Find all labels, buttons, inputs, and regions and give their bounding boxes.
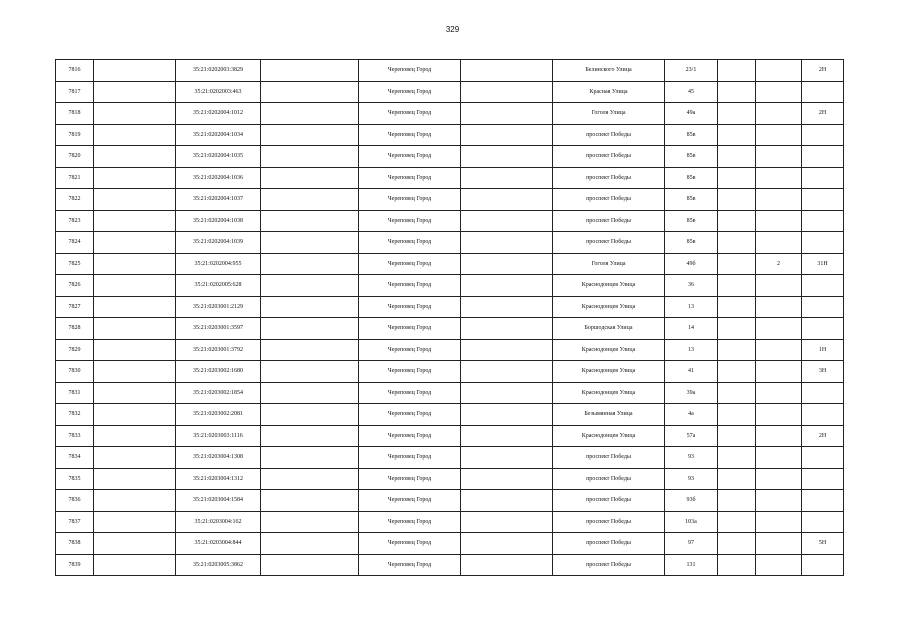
house-number-cell: 14 xyxy=(665,318,718,340)
street-cell: проспект Победы xyxy=(553,490,665,512)
floor-cell xyxy=(756,146,802,168)
floor-cell xyxy=(756,60,802,82)
house-number-cell: 131 xyxy=(665,554,718,576)
street-cell: проспект Победы xyxy=(553,189,665,211)
street-cell: проспект Победы xyxy=(553,447,665,469)
floor-cell xyxy=(756,511,802,533)
floor-cell xyxy=(756,167,802,189)
extra-cell xyxy=(718,339,756,361)
extra-cell xyxy=(718,167,756,189)
empty-cell xyxy=(94,124,176,146)
cadastral-number-cell: 35:21:0202003:3829 xyxy=(176,60,261,82)
city-cell: Череповец Город xyxy=(359,210,461,232)
floor-cell xyxy=(756,361,802,383)
premises-cell: 31Н xyxy=(802,253,844,275)
extra-cell xyxy=(718,146,756,168)
empty-cell xyxy=(461,490,553,512)
premises-cell: 3Н xyxy=(802,361,844,383)
record-number-cell: 7817 xyxy=(56,81,94,103)
empty-cell xyxy=(261,425,359,447)
empty-cell xyxy=(461,210,553,232)
house-number-cell: 85в xyxy=(665,167,718,189)
empty-cell xyxy=(261,167,359,189)
empty-cell xyxy=(261,490,359,512)
house-number-cell: 85в xyxy=(665,124,718,146)
empty-cell xyxy=(261,103,359,125)
street-cell: проспект Победы xyxy=(553,124,665,146)
record-number-cell: 7816 xyxy=(56,60,94,82)
city-cell: Череповец Город xyxy=(359,296,461,318)
empty-cell xyxy=(94,60,176,82)
floor-cell xyxy=(756,210,802,232)
extra-cell xyxy=(718,124,756,146)
empty-cell xyxy=(261,124,359,146)
extra-cell xyxy=(718,511,756,533)
cadastral-number-cell: 35:21:0203004:844 xyxy=(176,533,261,555)
empty-cell xyxy=(461,447,553,469)
empty-cell xyxy=(461,339,553,361)
premises-cell xyxy=(802,296,844,318)
empty-cell xyxy=(94,447,176,469)
empty-cell xyxy=(261,382,359,404)
record-number-cell: 7819 xyxy=(56,124,94,146)
empty-cell xyxy=(261,404,359,426)
empty-cell xyxy=(94,146,176,168)
floor-cell xyxy=(756,490,802,512)
city-cell: Череповец Город xyxy=(359,318,461,340)
table-row xyxy=(56,103,844,125)
cadastral-number-cell: 35:21:0202004:1012 xyxy=(176,103,261,125)
street-cell: Краснодонцев Улица xyxy=(553,275,665,297)
empty-cell xyxy=(94,490,176,512)
cadastral-number-cell: 35:21:0202004:1039 xyxy=(176,232,261,254)
premises-cell: 5Н xyxy=(802,533,844,555)
floor-cell: 2 xyxy=(756,253,802,275)
cadastral-number-cell: 35:21:0203005:3862 xyxy=(176,554,261,576)
extra-cell xyxy=(718,232,756,254)
floor-cell xyxy=(756,382,802,404)
street-cell: проспект Победы xyxy=(553,146,665,168)
empty-cell xyxy=(461,232,553,254)
record-number-cell: 7823 xyxy=(56,210,94,232)
cadastral-number-cell: 35:21:0203001:3597 xyxy=(176,318,261,340)
extra-cell xyxy=(718,447,756,469)
cadastral-number-cell: 35:21:0203004:1308 xyxy=(176,447,261,469)
record-number-cell: 7831 xyxy=(56,382,94,404)
empty-cell xyxy=(461,189,553,211)
city-cell: Череповец Город xyxy=(359,382,461,404)
table-row xyxy=(56,189,844,211)
house-number-cell: 85в xyxy=(665,232,718,254)
cadastral-number-cell: 35:21:0203003:1116 xyxy=(176,425,261,447)
street-cell: Гоголя Улица xyxy=(553,253,665,275)
extra-cell xyxy=(718,382,756,404)
empty-cell xyxy=(261,533,359,555)
record-number-cell: 7839 xyxy=(56,554,94,576)
empty-cell xyxy=(461,554,553,576)
city-cell: Череповец Город xyxy=(359,232,461,254)
table-row xyxy=(56,232,844,254)
table-row xyxy=(56,490,844,512)
premises-cell xyxy=(802,447,844,469)
empty-cell xyxy=(461,81,553,103)
premises-cell xyxy=(802,167,844,189)
city-cell: Череповец Город xyxy=(359,447,461,469)
house-number-cell: 39а xyxy=(665,382,718,404)
house-number-cell: 4а xyxy=(665,404,718,426)
record-number-cell: 7828 xyxy=(56,318,94,340)
city-cell: Череповец Город xyxy=(359,468,461,490)
house-number-cell: 13 xyxy=(665,296,718,318)
table-row xyxy=(56,404,844,426)
empty-cell xyxy=(461,253,553,275)
table-row xyxy=(56,425,844,447)
street-cell: Краснодонцев Улица xyxy=(553,339,665,361)
table-row xyxy=(56,318,844,340)
house-number-cell: 36 xyxy=(665,275,718,297)
floor-cell xyxy=(756,404,802,426)
empty-cell xyxy=(261,232,359,254)
cadastral-number-cell: 35:21:0203002:1854 xyxy=(176,382,261,404)
empty-cell xyxy=(261,511,359,533)
premises-cell xyxy=(802,511,844,533)
extra-cell xyxy=(718,81,756,103)
house-number-cell: 103а xyxy=(665,511,718,533)
cadastral-registry-table xyxy=(55,59,844,576)
extra-cell xyxy=(718,253,756,275)
premises-cell: 2Н xyxy=(802,103,844,125)
street-cell: проспект Победы xyxy=(553,210,665,232)
empty-cell xyxy=(261,468,359,490)
premises-cell xyxy=(802,382,844,404)
table-row xyxy=(56,468,844,490)
table-row xyxy=(56,382,844,404)
empty-cell xyxy=(461,167,553,189)
city-cell: Череповец Город xyxy=(359,60,461,82)
empty-cell xyxy=(461,296,553,318)
empty-cell xyxy=(461,124,553,146)
empty-cell xyxy=(94,404,176,426)
cadastral-number-cell: 35:21:0202004:1037 xyxy=(176,189,261,211)
empty-cell xyxy=(261,318,359,340)
record-number-cell: 7834 xyxy=(56,447,94,469)
table-row xyxy=(56,124,844,146)
premises-cell xyxy=(802,275,844,297)
floor-cell xyxy=(756,447,802,469)
table-row xyxy=(56,253,844,275)
record-number-cell: 7825 xyxy=(56,253,94,275)
house-number-cell: 57а xyxy=(665,425,718,447)
street-cell: Гоголя Улица xyxy=(553,103,665,125)
cadastral-number-cell: 35:21:0203001:2129 xyxy=(176,296,261,318)
cadastral-number-cell: 35:21:0203001:3792 xyxy=(176,339,261,361)
house-number-cell: 49а xyxy=(665,103,718,125)
empty-cell xyxy=(461,533,553,555)
city-cell: Череповец Город xyxy=(359,189,461,211)
empty-cell xyxy=(261,361,359,383)
empty-cell xyxy=(94,253,176,275)
premises-cell: 1Н xyxy=(802,339,844,361)
street-cell: проспект Победы xyxy=(553,533,665,555)
record-number-cell: 7822 xyxy=(56,189,94,211)
house-number-cell: 41 xyxy=(665,361,718,383)
city-cell: Череповец Город xyxy=(359,124,461,146)
extra-cell xyxy=(718,468,756,490)
empty-cell xyxy=(461,361,553,383)
house-number-cell: 93б xyxy=(665,490,718,512)
cadastral-number-cell: 35:21:0202003:463 xyxy=(176,81,261,103)
extra-cell xyxy=(718,189,756,211)
premises-cell xyxy=(802,124,844,146)
cadastral-number-cell: 35:21:0203004:162 xyxy=(176,511,261,533)
extra-cell xyxy=(718,361,756,383)
house-number-cell: 93 xyxy=(665,468,718,490)
premises-cell xyxy=(802,146,844,168)
extra-cell xyxy=(718,533,756,555)
empty-cell xyxy=(94,296,176,318)
city-cell: Череповец Город xyxy=(359,103,461,125)
street-cell: Белинского Улица xyxy=(553,60,665,82)
house-number-cell: 45 xyxy=(665,81,718,103)
empty-cell xyxy=(461,468,553,490)
house-number-cell: 85в xyxy=(665,210,718,232)
house-number-cell: 93 xyxy=(665,447,718,469)
city-cell: Череповец Город xyxy=(359,275,461,297)
city-cell: Череповец Город xyxy=(359,339,461,361)
premises-cell xyxy=(802,189,844,211)
empty-cell xyxy=(461,103,553,125)
empty-cell xyxy=(461,60,553,82)
record-number-cell: 7818 xyxy=(56,103,94,125)
city-cell: Череповец Город xyxy=(359,253,461,275)
empty-cell xyxy=(461,382,553,404)
empty-cell xyxy=(94,81,176,103)
premises-cell xyxy=(802,404,844,426)
house-number-cell: 85в xyxy=(665,146,718,168)
premises-cell xyxy=(802,490,844,512)
extra-cell xyxy=(718,404,756,426)
table-row xyxy=(56,554,844,576)
record-number-cell: 7829 xyxy=(56,339,94,361)
street-cell: проспект Победы xyxy=(553,232,665,254)
city-cell: Череповец Город xyxy=(359,361,461,383)
cadastral-number-cell: 35:21:0203002:2081 xyxy=(176,404,261,426)
table-row xyxy=(56,296,844,318)
table-row xyxy=(56,81,844,103)
house-number-cell: 97 xyxy=(665,533,718,555)
extra-cell xyxy=(718,490,756,512)
table-body xyxy=(56,60,844,576)
table-row xyxy=(56,210,844,232)
empty-cell xyxy=(261,81,359,103)
street-cell: проспект Победы xyxy=(553,167,665,189)
empty-cell xyxy=(94,361,176,383)
house-number-cell: 85в xyxy=(665,189,718,211)
empty-cell xyxy=(261,339,359,361)
extra-cell xyxy=(718,103,756,125)
empty-cell xyxy=(261,275,359,297)
house-number-cell: 13 xyxy=(665,339,718,361)
floor-cell xyxy=(756,468,802,490)
cadastral-number-cell: 35:21:0203004:1584 xyxy=(176,490,261,512)
house-number-cell: 23/1 xyxy=(665,60,718,82)
floor-cell xyxy=(756,425,802,447)
empty-cell xyxy=(261,554,359,576)
empty-cell xyxy=(261,189,359,211)
record-number-cell: 7837 xyxy=(56,511,94,533)
extra-cell xyxy=(718,296,756,318)
table-row xyxy=(56,275,844,297)
city-cell: Череповец Город xyxy=(359,490,461,512)
empty-cell xyxy=(94,533,176,555)
empty-cell xyxy=(461,146,553,168)
city-cell: Череповец Город xyxy=(359,554,461,576)
floor-cell xyxy=(756,103,802,125)
floor-cell xyxy=(756,124,802,146)
cadastral-number-cell: 35:21:0202004:1035 xyxy=(176,146,261,168)
city-cell: Череповец Город xyxy=(359,167,461,189)
empty-cell xyxy=(261,447,359,469)
empty-cell xyxy=(461,404,553,426)
empty-cell xyxy=(261,296,359,318)
extra-cell xyxy=(718,425,756,447)
street-cell: Боршодская Улица xyxy=(553,318,665,340)
record-number-cell: 7833 xyxy=(56,425,94,447)
floor-cell xyxy=(756,296,802,318)
empty-cell xyxy=(261,146,359,168)
table-row xyxy=(56,511,844,533)
empty-cell xyxy=(94,275,176,297)
record-number-cell: 7836 xyxy=(56,490,94,512)
record-number-cell: 7820 xyxy=(56,146,94,168)
extra-cell xyxy=(718,210,756,232)
premises-cell xyxy=(802,318,844,340)
empty-cell xyxy=(461,318,553,340)
street-cell: проспект Победы xyxy=(553,554,665,576)
extra-cell xyxy=(718,318,756,340)
premises-cell xyxy=(802,81,844,103)
record-number-cell: 7827 xyxy=(56,296,94,318)
record-number-cell: 7838 xyxy=(56,533,94,555)
street-cell: Безымянная Улица xyxy=(553,404,665,426)
empty-cell xyxy=(94,382,176,404)
extra-cell xyxy=(718,554,756,576)
floor-cell xyxy=(756,81,802,103)
table-row xyxy=(56,146,844,168)
premises-cell xyxy=(802,468,844,490)
table-row xyxy=(56,361,844,383)
street-cell: проспект Победы xyxy=(553,468,665,490)
empty-cell xyxy=(94,511,176,533)
cadastral-number-cell: 35:21:0202004:1034 xyxy=(176,124,261,146)
floor-cell xyxy=(756,275,802,297)
record-number-cell: 7835 xyxy=(56,468,94,490)
premises-cell xyxy=(802,232,844,254)
record-number-cell: 7821 xyxy=(56,167,94,189)
empty-cell xyxy=(94,554,176,576)
empty-cell xyxy=(461,275,553,297)
empty-cell xyxy=(261,60,359,82)
city-cell: Череповец Город xyxy=(359,146,461,168)
record-number-cell: 7832 xyxy=(56,404,94,426)
cadastral-number-cell: 35:21:0202004:955 xyxy=(176,253,261,275)
floor-cell xyxy=(756,318,802,340)
record-number-cell: 7826 xyxy=(56,275,94,297)
record-number-cell: 7824 xyxy=(56,232,94,254)
record-number-cell: 7830 xyxy=(56,361,94,383)
extra-cell xyxy=(718,60,756,82)
table-row xyxy=(56,533,844,555)
empty-cell xyxy=(94,210,176,232)
city-cell: Череповец Город xyxy=(359,533,461,555)
empty-cell xyxy=(94,339,176,361)
extra-cell xyxy=(718,275,756,297)
house-number-cell: 49б xyxy=(665,253,718,275)
premises-cell: 2Н xyxy=(802,425,844,447)
premises-cell: 2Н xyxy=(802,60,844,82)
street-cell: Краснодонцев Улица xyxy=(553,382,665,404)
city-cell: Череповец Город xyxy=(359,81,461,103)
empty-cell xyxy=(261,210,359,232)
cadastral-number-cell: 35:21:0202005:628 xyxy=(176,275,261,297)
empty-cell xyxy=(94,425,176,447)
table-row xyxy=(56,167,844,189)
floor-cell xyxy=(756,554,802,576)
street-cell: Краснодонцев Улица xyxy=(553,425,665,447)
cadastral-number-cell: 35:21:0202004:1038 xyxy=(176,210,261,232)
premises-cell xyxy=(802,554,844,576)
empty-cell xyxy=(94,232,176,254)
city-cell: Череповец Город xyxy=(359,404,461,426)
empty-cell xyxy=(461,511,553,533)
empty-cell xyxy=(461,425,553,447)
cadastral-number-cell: 35:21:0203004:1312 xyxy=(176,468,261,490)
floor-cell xyxy=(756,189,802,211)
empty-cell xyxy=(94,103,176,125)
empty-cell xyxy=(94,468,176,490)
street-cell: Краснодонцев Улица xyxy=(553,361,665,383)
cadastral-number-cell: 35:21:0203002:1680 xyxy=(176,361,261,383)
floor-cell xyxy=(756,533,802,555)
page-number: 329 xyxy=(445,25,460,34)
street-cell: Красная Улица xyxy=(553,81,665,103)
premises-cell xyxy=(802,210,844,232)
floor-cell xyxy=(756,339,802,361)
cadastral-number-cell: 35:21:0202004:1036 xyxy=(176,167,261,189)
city-cell: Череповец Город xyxy=(359,425,461,447)
empty-cell xyxy=(94,189,176,211)
city-cell: Череповец Город xyxy=(359,511,461,533)
table-row xyxy=(56,339,844,361)
floor-cell xyxy=(756,232,802,254)
table-row xyxy=(56,60,844,82)
empty-cell xyxy=(94,318,176,340)
street-cell: проспект Победы xyxy=(553,511,665,533)
empty-cell xyxy=(94,167,176,189)
table-row xyxy=(56,447,844,469)
street-cell: Краснодонцев Улица xyxy=(553,296,665,318)
empty-cell xyxy=(261,253,359,275)
